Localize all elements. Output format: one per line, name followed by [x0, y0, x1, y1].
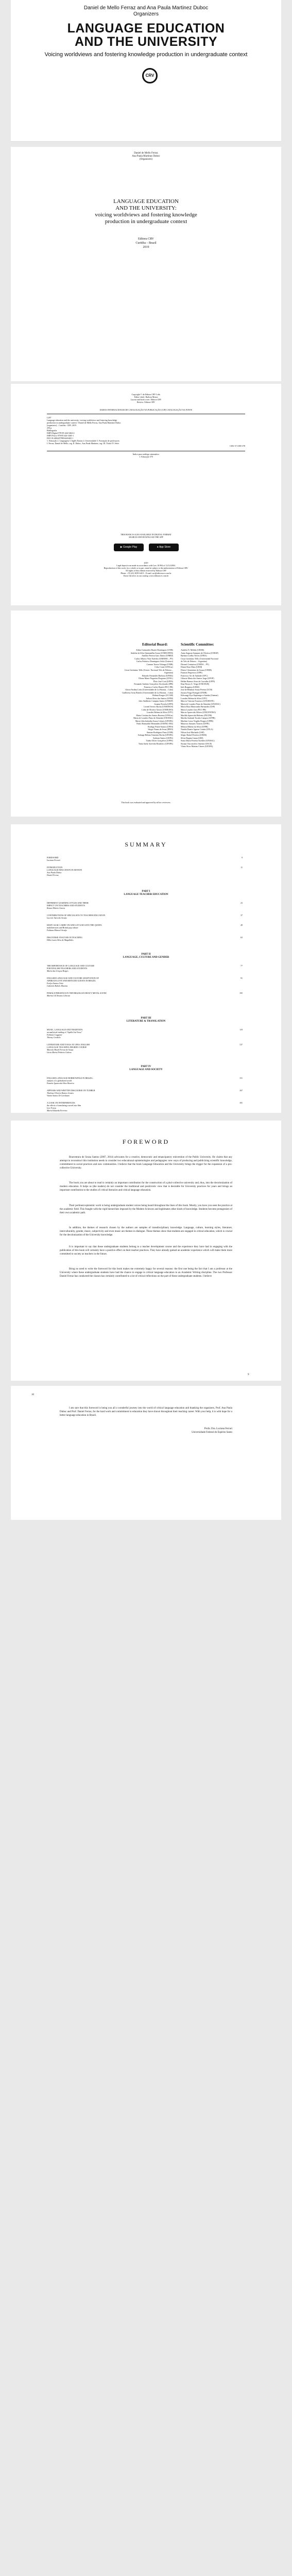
board-member: Maria Eliza Mattosinho Bernardes (USP) [181, 705, 215, 708]
entry-author: Marina Gil Sitvano Lebrone [47, 994, 71, 997]
entry-author: Hilla Laura Silva de Magalhães [47, 939, 74, 941]
entry-page-number: 11 [241, 866, 243, 869]
crv-logo-icon: CRV [142, 68, 158, 83]
board-member: Lourdes Helena da Silva (UFV) [146, 711, 173, 714]
board-member: Anna Augusta Sampaio de Oliveira (UNESP) [181, 651, 218, 654]
board-member: Mauricio Antunes Tavares (UFPE) [181, 722, 210, 725]
board-member: Marilda Aparecida Behrens (PUCPR) [181, 714, 212, 717]
entry-page-number: 105 [239, 992, 243, 994]
entry-page-number: 63 [241, 936, 243, 939]
entry-page-number: 49 [241, 924, 243, 926]
foreword-signature: Profa. Dra. Luciana Ferrari Universidade Federal do Espírito Santo [192, 1428, 232, 1434]
board-member: Sonia Maria Ferreira Koehler (UNISAL) [181, 739, 215, 742]
entry-title: ENGLISH LANGUAGE BORROWINGS IN BRAZIL: [47, 1077, 93, 1079]
scientific-committee-heading: Scientific Committee: [181, 642, 214, 647]
apple-icon: ● [157, 546, 159, 549]
board-member: Jussara Fraga Portugal (UNEB) [181, 691, 207, 694]
review-note: This book was evaluated and approved by ad hoc reviewers. [121, 801, 171, 804]
entry-title: DIFFERENT LEARNING STYLES AND THEIR [47, 902, 89, 904]
entry-title: A LOOK ON INTERFERENCES: [47, 1101, 76, 1104]
board-member: Marlene Lessa Vergilio Borges (UFPR) [181, 719, 214, 722]
entry-page-number: 77 [241, 964, 243, 967]
board-member: Josania Portela (UFPI) [154, 702, 173, 705]
board-member: Ilma Passos A. Veiga (UNICEUB) [181, 683, 210, 685]
entry-author: Thalissa Oliveira Ramos Gomes [47, 1092, 74, 1094]
board-member: Gláucia Maria dos Santos Jorge (UFOP) [181, 677, 214, 680]
board-member: Lourdes Helena da Silva (UFV) [181, 697, 208, 700]
board-member: Maria Lourdes Gisi (PUC-PR) [181, 708, 206, 711]
board-member: Lídia de Oliveira Xavier (UNIEURO) [142, 708, 173, 711]
board-member: Andréia da Silva Quintanilha Sousa (UNIR/UFRN) [130, 651, 173, 654]
app-store-badge[interactable]: ● App Store [149, 544, 179, 551]
summary-entry[interactable] [47, 964, 243, 972]
board-member: Maria de Lourdes Pinto de Almeida (UNOESC) [133, 717, 173, 719]
entry-author: Evelyn Santos Ortiz [47, 982, 63, 985]
board-member: Inês Bragança (UERJ) [181, 685, 199, 688]
board-member: Carlos Federico Dominguez Avila (Unieuro) [136, 660, 173, 663]
entry-title: an analytical reading of “Spelle Sin Verso” [47, 1031, 82, 1033]
board-member: Francisco Ari de Andrade (UFC) [181, 674, 208, 677]
entry-page-number: 23 [241, 902, 243, 904]
foreword-paragraph: Their pertinent epistemic work is being undergraduate student voices being heard throughout the lines of this book. Mostly, you have you seen the practice at the academic field. This fraught with the rigid hierarchies imposed by the Modern Sciences and legitimates other kinds of knowledge. Students become protagonists of their own academic path. [60, 1205, 232, 1214]
entry-page-number: 181 [239, 1101, 243, 1104]
entry-title: FOR ENGLISH TEACHERS AND STUDENTS [47, 967, 88, 970]
summary-entry[interactable] [47, 856, 243, 861]
catalog-heading: DADOS INTERNACIONAIS DE CATALOGAÇÃO NA PUBLICAÇÃO (CIP) CATALOGAÇÃO NA FONTE [99, 409, 193, 411]
play-icon: ▶ [120, 546, 123, 549]
entry-author: Lice Fonsa [47, 1107, 56, 1109]
board-member: Sérgio Nunes de Jesus (IFRO) [148, 728, 173, 731]
summary-entry[interactable] [47, 977, 243, 987]
foreword-page [11, 1121, 281, 1381]
entry-author: Pamela Aparecida Silva Moreira [47, 1082, 74, 1084]
board-member: Marcia Aparecida Alferes (UNICENTRO) [181, 711, 216, 714]
board-member: Helder Buenos Aires de Carvalho (UFPI) [181, 680, 215, 683]
summary-entry[interactable] [47, 1101, 243, 1112]
foreword-paragraph: In addition, the themes of research chosen by the authors are samples of transdisciplinary knowledge. Language, culture, learning styles, literature, interculturality, gender, music, subjectivity and even music are themes in dialogue. These themes show that students are engaged in critical education, which is crucial for the decolonization of the University knowledge. [60, 1227, 232, 1236]
foreword-paragraph: It is important to say that these undergraduate students belong to a teacher development course and the experience they have had in engaging with the publication of this book will certainly have a positive effect on their teacher practices. They have already gained an academic experience which will make them more committed to society as teachers in the future. [60, 1246, 232, 1256]
entry-title: FOREWORD [47, 856, 59, 859]
board-member: Eliane Rose Maio (UEM) [181, 666, 202, 668]
foreword-paragraph: Boaventura de Sousa Santos (2007, 2014) advocates for a creative, democratic and emancipatory reinvention of the Public University. He claims that any attempt to reconstruct this institution needs to consider two educational epistemologies and pedagogies: new ways of producing and publicizing scientific knowledge, commitment to social practices and new communities. I believe that the book Language Education and the University brings the trigger for the expansion of a pro-collective University. [60, 1156, 232, 1170]
board-member: José de Ribamar Sousa Pereira (UCB) [181, 688, 213, 691]
board-member: Vânia Alves Martins Chaves (UFOPA) [181, 745, 213, 748]
board-member: Antônio Pereira Gaio Júnior (UFRRJ) [142, 654, 173, 657]
app-notice: THIS BOOK IS ALSO AVAILABLE IN DIGITAL FORMAT SEARCH AND DOWNLOAD THE APP [121, 533, 171, 538]
entry-title: DISCOURSE ANALYSIS IN TEACHING [47, 936, 82, 939]
board-member: Barbara Coelho Neves (UFBA) [181, 654, 207, 657]
entry-author: Daniel Ferraz [47, 874, 59, 876]
copyright-top: Copyright © da Editora CRV Ltda. Editor-chefe: Railson Moura Layout and book cover: Editora CRV Review: Editora CRV [130, 393, 162, 403]
summary-page [11, 824, 281, 1113]
foreword-paragraph: The book you are about to read is certainly an important contribution for the construction of a pluri-collective university and, thus, into the decolonization of modern education. It helps us (the readers) do not consider the traditional and positivistic view that is desirable for University practices for years and brings an important contribution to the studies of critical literacies and critical language education. [60, 1182, 232, 1192]
summary-entry[interactable] [47, 936, 243, 941]
board-member: Helmut Kruger (UCAM) [152, 694, 173, 697]
entry-title: APPEARS AND WRITTEN DISCOURSE ON TUMBLR [47, 1089, 95, 1092]
title-page-editors: Daniel de Mello Ferraz Ana Paula Martinez Duboc (Organizers) [132, 152, 160, 161]
board-member: Diosnel Centurion (UNIDA – PY) [181, 663, 209, 666]
board-member: Tania Suely Azevedo Brasileiro (UFOPA) [138, 742, 173, 745]
scientific-committee-list [181, 649, 258, 748]
catalog-index: Índice para catálogo sistemático 1. Educação 370 [132, 453, 160, 458]
entry-page-number: 9 [242, 856, 243, 859]
summary-entry[interactable] [47, 1028, 243, 1039]
entry-author: Maria Eduarda Ferreira [47, 1109, 67, 1112]
board-member: Maria Lília Imbiriba Sousa Colares (UFOPA) [135, 719, 173, 722]
editorial-board-page [11, 611, 281, 817]
board-member: Aldira Guimarães Duarte Domínguez (UNB) [135, 649, 173, 651]
board-member: Carlos Alberto Vilar Estêvão (UMINHO – PT) [134, 657, 173, 660]
entry-title: the effects of translating a novel into film [47, 1104, 81, 1107]
foreword-paragraph: Bring no need to write the foreword for this book makes me extremely happy for several reasons: the first one being the fact that I am a professor at the University where these undergraduate students have had the chance to engage in critical language education in an Academic Writing discipline. The two Professor Daniel Ferraz has conducted the classes has certainly contributed to a lot of critical reflections on the part of these undergraduate students. I believe [60, 1268, 232, 1278]
summary-entry[interactable] [47, 1077, 243, 1084]
foreword-page-2 [11, 1386, 281, 1520]
entry-page-number: 137 [239, 1043, 243, 1046]
page-number: 10 [31, 1394, 34, 1396]
board-member: Nilson José Machado (USP) [181, 731, 204, 734]
cover-page [11, 0, 281, 142]
board-member: Marília Andrade Torales Campos (UFPR) [181, 717, 215, 719]
board-member: Eduardo Fernandes Barbosa (UFMG) [142, 674, 173, 677]
entry-page-number: 167 [239, 1089, 243, 1092]
board-member: Solange Helena Ximenes-Rocha (UFOPA) [138, 734, 173, 736]
summary-entry[interactable] [47, 1043, 243, 1054]
part-heading: PART IV LANGUAGE AND SOCIETY [129, 1065, 163, 1071]
entry-title: AFRIKAN-LOVE AND REFUGEE GUESTS IN BRAZIL [47, 979, 96, 982]
title-page-publisher: Editora CRV Curitiba – Brazil 2019 [135, 238, 157, 249]
summary-heading: SUMMARY [125, 841, 167, 848]
editorial-board-list [116, 649, 173, 745]
summary-entry[interactable] [47, 924, 243, 931]
board-member: Sérgio Rafael Ferreira (UEMS) [181, 734, 207, 736]
board-member: Paulo Romualdo Hernandes (UNIFAL-MG) [136, 722, 173, 725]
board-member: Tadeu Oliver Gonçalves (UFPA) [146, 739, 173, 742]
board-member: Elione Maria Nogueira Diogenes (UFAL) [139, 677, 173, 680]
board-member: Kilwangy Kya Kapitango-a-Samba (Unemat) [181, 694, 218, 697]
board-member: Marcos Vinicius Francisco (UNOESTE) [181, 700, 214, 702]
board-member: de Três de Febrero – Argentina) [181, 660, 207, 663]
cover-editors: Daniel de Mello Ferraz and Ana Paula Martinez Duboc Organizers [83, 5, 209, 17]
board-member: Elizeu Clementino de Souza (UNEB) [181, 668, 212, 671]
board-member: Natalia Duarte Agnese Cattrin (UFLA) [181, 728, 213, 731]
foreword-heading: FOREWORD [122, 1138, 170, 1145]
board-member: Celso Conti (UFSCar) [154, 666, 173, 668]
entry-title: LITERATURE AND TOOLS AT UFES: ENGLISH [47, 1043, 90, 1046]
entry-title: KEEP CALM, CARRY ON AND LET GOD SAVE THE QUEEN: [47, 924, 102, 926]
entry-title: THE IMPORTANCE OF LANGUAGE AND CULTURE [47, 964, 95, 967]
part-heading: PART II LANGUAGE, CULTURE AND GENDER [123, 953, 169, 959]
title-page [11, 147, 281, 381]
entry-author: Ana Paula Duboc [47, 871, 62, 874]
board-member: Fauston Negreiros (UFPI) [181, 671, 202, 674]
entry-author: Renan Ribeiro Garcia [47, 907, 65, 909]
entry-title: MUSIC, LANGUAGE AND TRADITION: [47, 1028, 83, 1031]
entry-title: LANGUAGE TEACHING DEGREE COURSE [47, 1046, 87, 1048]
board-member: Leonel Severo Rocha (UNISINOS) [144, 705, 173, 708]
board-member: Sydione Santos (UEPG) [153, 736, 173, 739]
foreword-paragraph: I am sure that this foreword is being you all a wonderful journey into the world of critical language education and thanking the organizers, Prof. Ana Paula Duboc and Prof. Daniel Ferraz, for the hard work and commitment to education they have shown throughout their teaching career. With your help, it is with hope for a better language education in Brazil. [60, 1407, 232, 1417]
cover-subtitle: Voicing worldviews and fostering knowledge production in undergraduate context [44, 52, 248, 58]
entry-author: Gabriela Rebelo Martins [47, 985, 68, 987]
entry-title: CONTRIBUTIONS OF SPECIALISTS TO TEACHER EDUCATION [47, 914, 106, 917]
cover-title: LANGUAGE EDUCATION AND THE UNIVERSITY [67, 21, 225, 49]
board-member: Silvia Regina Canan (URI) [181, 736, 203, 739]
summary-entry[interactable] [47, 866, 243, 876]
title-page-title: LANGUAGE EDUCATION AND THE UNIVERSITY: voicing worldviews and fostering knowledge production in undergraduate context [95, 198, 197, 225]
entry-author: Maria das Graças Borges [47, 970, 68, 972]
board-member: Maria de Lourdes Pinto de Almeida (UNOESC) [181, 702, 220, 705]
entry-author: Fabiana Manoel Araújo [47, 929, 67, 931]
entry-title: multiliteracies and British pop culture [47, 926, 78, 929]
board-member: Élsio José Corá (UFFS) [153, 680, 173, 683]
entry-page-number: 119 [239, 1028, 243, 1031]
board-member: Mônica Ribeiro da Silva (UFPR) [181, 725, 208, 728]
entry-author: Lúcia Maria Pinheiro Galeno [47, 1051, 72, 1054]
entry-author: Thiemy Cerdeilo [47, 1036, 61, 1039]
entry-title: analysis of a globalized world [47, 1079, 72, 1082]
summary-entry[interactable] [47, 914, 243, 919]
board-member: Carmen Tereza Velanga (UNIR) [146, 663, 173, 666]
page-number: 9 [248, 1374, 249, 1376]
entry-title: INTRODUCTION [47, 866, 63, 869]
editorial-board-heading: Editorial Board: [142, 642, 168, 647]
entry-author: Fabiana Coggiani [47, 1033, 62, 1036]
board-member: Jailson Alves dos Santos (UFRJ) [146, 697, 173, 700]
board-member: Rodrigo Pratte-Santos (UFES) [148, 725, 173, 728]
board-member: Gloria Fariñas León (Universidade de La Havana – Cuba) [125, 688, 173, 691]
board-member: Simone Rodrigues Pinto (UNB) [146, 731, 173, 734]
entry-author: Luciana Ferrari [47, 859, 61, 861]
entry-title: FEMALE PRESENCE IN THE BRAZILIAN HEAVY METAL SCENE [47, 992, 107, 994]
board-member: Susana Vasconcelos Jimenez (UECE) [181, 742, 212, 745]
board-member: Francisco Carlos Duarte (PUC-PR) [144, 685, 173, 688]
part-heading: PART I LANGUAGE TEACHER EDUCATION [124, 890, 168, 896]
copyright-page [11, 384, 281, 605]
entry-title: IMPACT ON TEACHERS AND STUDENTS [47, 904, 85, 907]
entry-title: LANGUAGE EDUCATION IN MOTION [47, 869, 82, 871]
summary-entry[interactable] [47, 1089, 243, 1097]
board-member: Maria Cristina dos Santos Bezerra (UFSCar) [136, 714, 173, 717]
board-member: Guillermo Arias Beatón (Universidade de La Havana – Cuba) [122, 691, 173, 694]
board-member: Cesar Gerónimo Tello (Univer. Nacional Três de Febrero – Argentina) [124, 668, 173, 674]
catalog-record: L287 Language education and the university: voicing worldviews and fostering knowledge production in undergraduate context / Daniel de Mello Ferraz, Ana Paula Martinez Duboc (organizers) – Curitiba : CRV, 2019. 256 p. Bibliografia ISBN Digital 978-85-444-3464-4 ISBN Físico 978-85-444-3465-1 DOI 10.24824/978854443465.1 1. Educação 2. Linguagem 3. Inglês Ensino 4. Universidade 5. Formação de professores I. Ferraz, Daniel de Mello, org. II. Duboc, Ana Paula Martinez, org. III. Título IV. Série. CDU 37 CDD 378 [47, 416, 245, 447]
board-member: Fernando Antônio Gonçalves Alcoforado (IPB) [134, 683, 173, 685]
entry-page-number: 91 [241, 977, 243, 979]
summary-entry[interactable] [47, 902, 243, 909]
board-member: Cesar Gerónimo Tello (Universidad Nacional [181, 657, 218, 660]
entry-title: ENGLISH LANGUAGE AND CULTURE ADAPTATION OF [47, 977, 99, 979]
summary-entry[interactable] [47, 992, 243, 997]
rights-notice: 2019 Legal deposit was made in accordance with Law 10.994 of 12/14/2004. Reproduction of this work, for a whole or in part, must be subject to the authorization of Editora CRV. All rights of this edition reserved by Editora CRV Phone: +55 (41) 3039-6418 – E-mail: sac@editoracrv.com.br Know the news in our catalog: www.editoracrv.com.br [104, 562, 188, 577]
board-member: Andréia N. Militão (UEMS) [181, 649, 204, 651]
entry-author: Lucenir Azevedo Araújo [47, 917, 67, 919]
entry-author: Marcela Brazil Ferraz de Souza [47, 1048, 74, 1051]
part-heading: PART III LITERATURE & TRANSLATION [126, 1017, 166, 1023]
entry-author: Vanim Santos Di Carulazzo [47, 1094, 70, 1097]
google-play-badge[interactable]: ▶ Google Play [114, 544, 144, 551]
entry-page-number: 37 [241, 914, 243, 917]
board-member: João Adalberto Campato Junior (UNESP) [139, 700, 173, 702]
entry-page-number: 151 [239, 1077, 243, 1079]
